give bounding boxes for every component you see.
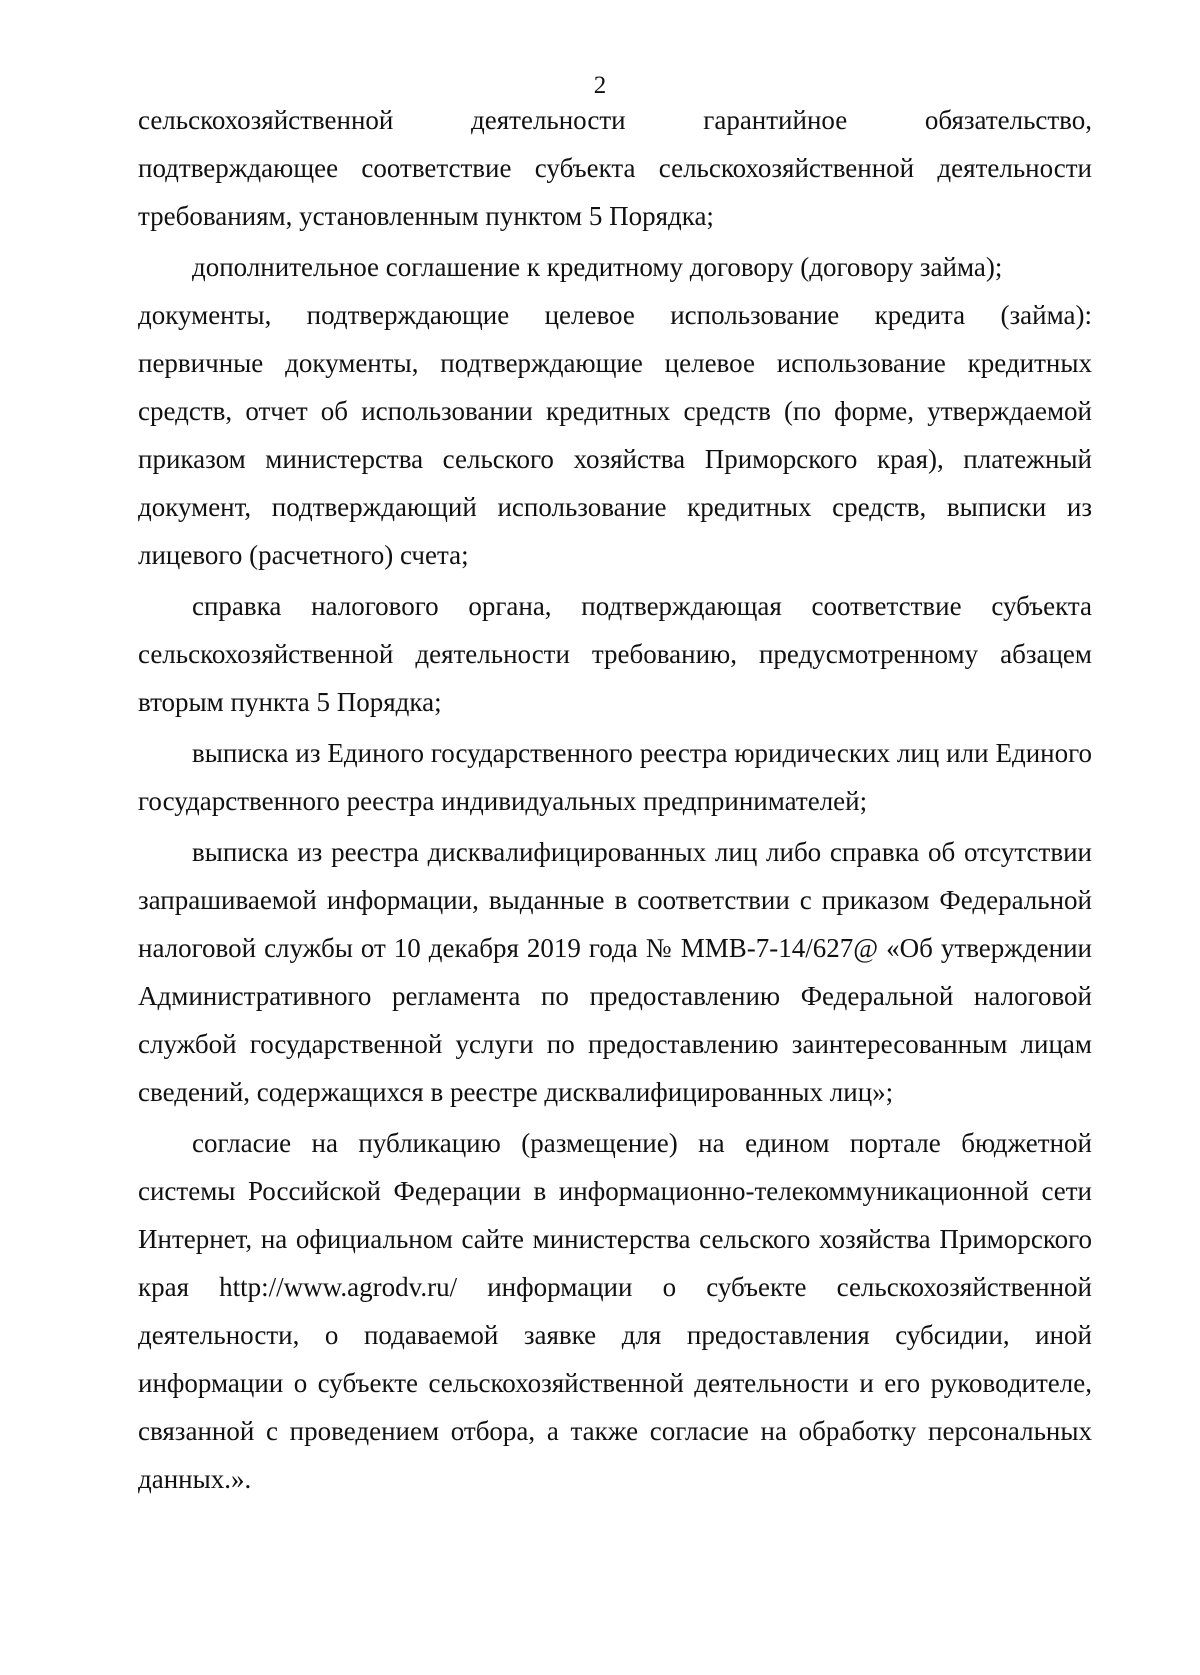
paragraph-documents-first-line: документы, подтверждающие целевое использование кредита (займа):: [138, 300, 1092, 330]
paragraph-state-register-extract: выписка из Единого государственного реестра юридических лиц или Единого государственного реестра индивидуальных предпринимателей;: [138, 738, 1092, 816]
paragraph-disqualified-register: выписка из реестра дисквалифицированных лиц либо справка об отсутствии запрашиваемой информации, выданные в соответствии с приказом Федеральной налоговой службы от 10 декабря 2019 года № ММВ-7-14/627@ «Об утверждении Административного регламента по предоставлению Федеральной налоговой службой государственной услуги по предоставлению заинтересованным лицам сведений, содержащихся в реестре дисквалифицированных лиц»;: [138, 837, 1092, 1107]
document-body: [138, 96, 1092, 1503]
paragraph-guarantee: подтверждающее соответствие субъекта сельскохозяйственной деятельности требованиям, установленным пунктом 5 Порядка;: [138, 153, 1092, 231]
paragraph-documents: первичные документы, подтверждающие целевое использование кредитных средств, отчет об использовании кредитных средств (по форме, утверждаемой приказом министерства сельского хозяйства Приморского края), платежный документ, подтверждающий использование кредитных средств, выписки из лицевого (расчетного) счета;: [138, 348, 1092, 570]
paragraph-tax-certificate: справка налогового органа, подтверждающая соответствие субъекта сельскохозяйственной деятельности требованию, предусмотренному абзацем вторым пункта 5 Порядка;: [138, 591, 1092, 717]
paragraph-guarantee-first-line: сельскохозяйственной деятельности гарантийное обязательство,: [138, 105, 1092, 135]
page-number: 2: [593, 72, 607, 99]
paragraph-publication-consent: согласие на публикацию (размещение) на едином портале бюджетной системы Российской Федерации в информационно-телекоммуникационной сети Интернет, на официальном сайте министерства сельского хозяйства Приморского края http://www.agrodv.ru/ информации о субъекте сельскохозяйственной деятельности, о подаваемой заявке для предоставления субсидии, иной информации о субъекте сельскохозяйственной деятельности и его руководителе, связанной с проведением отбора, а также согласие на обработку персональных данных.».: [138, 1128, 1092, 1494]
paragraph-additional-agreement: дополнительное соглашение к кредитному договору (договору займа);: [192, 252, 1003, 282]
